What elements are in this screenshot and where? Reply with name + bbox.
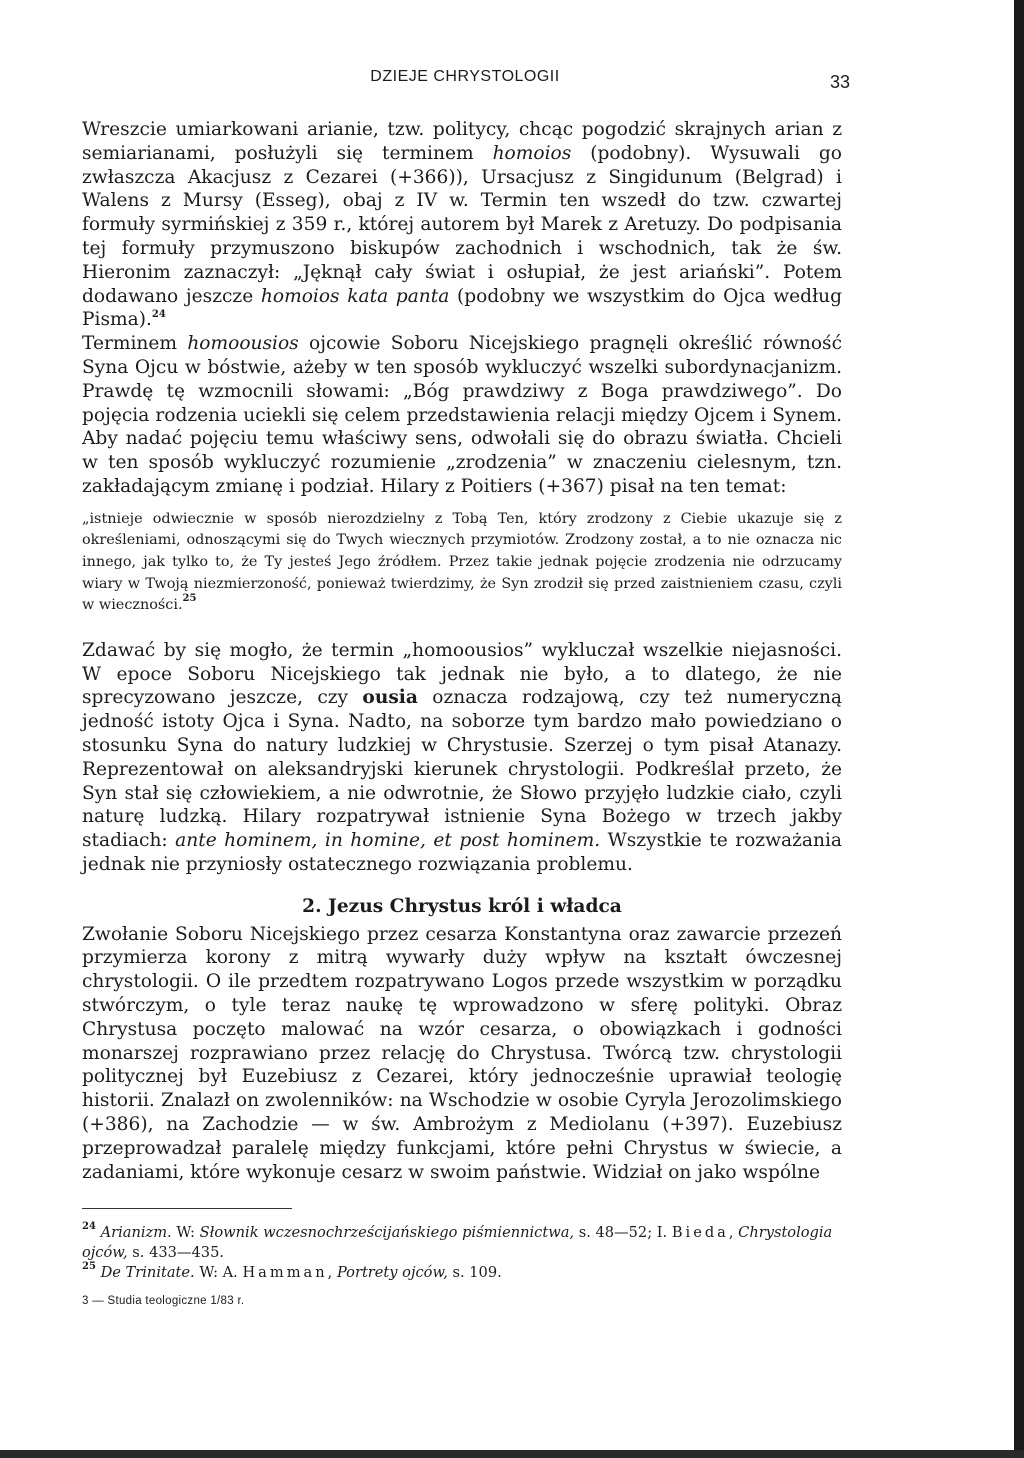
page-header: [80, 64, 850, 90]
hilary-quote: [82, 509, 842, 617]
term-ousia: ousia: [362, 687, 418, 709]
footnote-title: Arianizm.: [100, 1224, 172, 1242]
text-run: (podobny we wszystkim do Ojca według Pisma).: [82, 285, 842, 331]
footnote-source: Chrystologia ojców,: [82, 1224, 833, 1262]
text-run: ,: [327, 1264, 337, 1282]
term-homoousios: homoousios: [187, 333, 299, 355]
printer-signature: 3 — Studia teologiczne 1/83 r.: [82, 1295, 245, 1308]
text-run: s. 433—435.: [127, 1244, 225, 1262]
text-run: s. 109.: [447, 1264, 502, 1282]
text-run: W: A.: [194, 1264, 243, 1282]
footnote-separator: [82, 1208, 292, 1209]
term-homoios: homoios: [492, 142, 572, 164]
footnote-title: De Trinitate.: [100, 1264, 195, 1282]
page-number: 33: [829, 72, 850, 92]
running-head: DZIEJE CHRYSTOLOGII: [370, 68, 560, 85]
footnote-number: 24: [82, 1221, 96, 1233]
paragraph-political-christology: Zwołanie Soboru Nicejskiego przez cesarza Konstantyna oraz zawarcie przezeń przymierza korony z mitrą wywarły duży wpływ na kształt ówczesnej chrystologii. O ile przedtem rozpatrywano Logos przede wszystkim w porządku stwórczym, o tyle teraz naukę tę wprowadzono w sferę polityki. Obraz Chrystusa poczęto malować na wzór cesarza, o obowiązkach i godności monarszej rozprawiano przez relację do Chrystusa. Twórcą tzw. chrystologii politycznej był Euzebiusz z Cezarei, który jednocześnie uprawiał teologię historii. Znalazł on zwolenników: na Wschodzie w osobie Cyryla Jerozolimskiego (+386), na Zachodzie — w św. Ambrożym z Mediolanu (+397). Euzebiusz przeprowadzał paralelę między funkcjami, które pełni Chrystus w świecie, a zadaniami, które wykonuje cesarz w swoim państwie. Widział on jako wspólne: [82, 923, 842, 1183]
paragraph-ousia: [82, 639, 842, 877]
footnote-source: Słownik wczesnochrześcijańskiego piśmiennictwa,: [199, 1224, 575, 1242]
footnote-24: [82, 1223, 842, 1263]
text-run: Terminem: [82, 333, 188, 355]
text-run: W:: [171, 1224, 200, 1242]
scan-edge-right: [1014, 0, 1024, 1458]
text-run: ojcowie Soboru Nicejskiego pragnęli określić równość Syna Ojcu w bóstwie, ażeby w ten sposób wykluczyć wszelki subordynacjanizm. Prawdę tę wzmocnili słowami: „Bóg prawdziwy z Boga prawdziwego”. Do pojęcia rodzenia uciekli się celem przedstawienia relacji między Ojcem i Synem. Aby nadać pojęciu temu właściwy sens, odwołali się do obrazu światła. Chcieli w ten sposób wykluczyć rozumienie „zrodzenia” w znaczeniu cielesnym, tzn. zakładającym zmianę i podział. Hilary z Poitiers (+367) pisał na ten temat:: [82, 333, 842, 497]
paragraph-homoousios: [82, 332, 842, 499]
text-run: Wszystkie te rozważania jednak nie przyniosły ostatecznego rozwiązania problemu.: [82, 830, 842, 875]
quote-text: „istnieje odwiecznie w sposób nierozdzielny z Tobą Ten, który zrodzony z Ciebie ukazuje się z określeniami, odnoszącymi się do Twych wiecznych przymiotów. Zrodzony został, a to nie oznacza nic innego, jak tylko to, że Ty jesteś Jego źródłem. Przez takie jednak pojęcie zrodzenia nie odrzucamy wiary w Twoją niezmierzoność, ponieważ twierdzimy, że Syn zrodził się przed zaistnieniem czasu, czyli w wieczności.: [82, 510, 842, 614]
text-run: Wreszcie umiarkowani arianie, tzw. politycy, chcąc pogodzić skrajnych arian z semiarianami, posłużyli się terminem: [82, 119, 842, 164]
footnote-25: [82, 1263, 842, 1283]
section-heading: 2. Jezus Chrystus król i władca: [302, 895, 622, 917]
footnote-author: Bieda: [671, 1224, 729, 1242]
text-run: Zdawać by się mogło, że termin „homoousios” wykluczał wszelkie niejasności. W epoce Soboru Nicejskiego tak jednak nie było, a to dlatego, że nie sprecyzowano jeszcze, czy: [82, 639, 842, 709]
latin-phrase: ante hominem, in homine, et post hominem.: [175, 830, 601, 852]
term-homoios-kata-panta: homoios kata panta: [260, 285, 450, 307]
footnote-ref-25: 25: [182, 593, 197, 605]
text-run: (podobny). Wysuwali go zwłaszcza Akacjusz z Cezarei (+366)), Ursacjusz z Singidunum (Belgrad) i Walens z Mursy (Esseg), obaj z IV w. Termin ten wszedł do tzw. czwartej formuły syrmińskiej z 359 r., której autorem był Marek z Aretuzy. Do podpisania tej formuły przymuszono biskupów zachodnich i wschodnich, tak że św. Hieronim zaznaczył: „Jęknął cały świat i osłupiał, że jest ariański”. Potem dodawano jeszcze: [82, 142, 842, 307]
footnote-source: Portrety ojców,: [336, 1264, 448, 1282]
footnote-number: 25: [82, 1261, 96, 1273]
footnote-ref-24: 24: [151, 309, 166, 321]
text-run: oznacza rodzajową, czy też numeryczną jedność istoty Ojca i Syna. Nadto, na soborze tym bardzo mało powiedziano o stosunku Syna do natury ludzkiej w Chrystusie. Szerzej o tym pisał Atanazy. Reprezentował on aleksandryjski kierunek chrystologii. Podkreślał przeto, że Syn stał się człowiekiem, a nie odwrotnie, że Słowo przyjęło ludzkie ciało, czyli naturę ludzką. Hilary rozpatrywał istnienie Syna Bożego w trzech jakby stadiach:: [82, 687, 842, 852]
page-content: [82, 118, 842, 1307]
paragraph-homoios: [82, 118, 842, 332]
text-run: ,: [728, 1224, 739, 1242]
scan-edge-bottom: [0, 1450, 1024, 1458]
text-run: s. 48—52; I.: [574, 1224, 672, 1242]
footnote-author: Hamman: [242, 1264, 328, 1282]
